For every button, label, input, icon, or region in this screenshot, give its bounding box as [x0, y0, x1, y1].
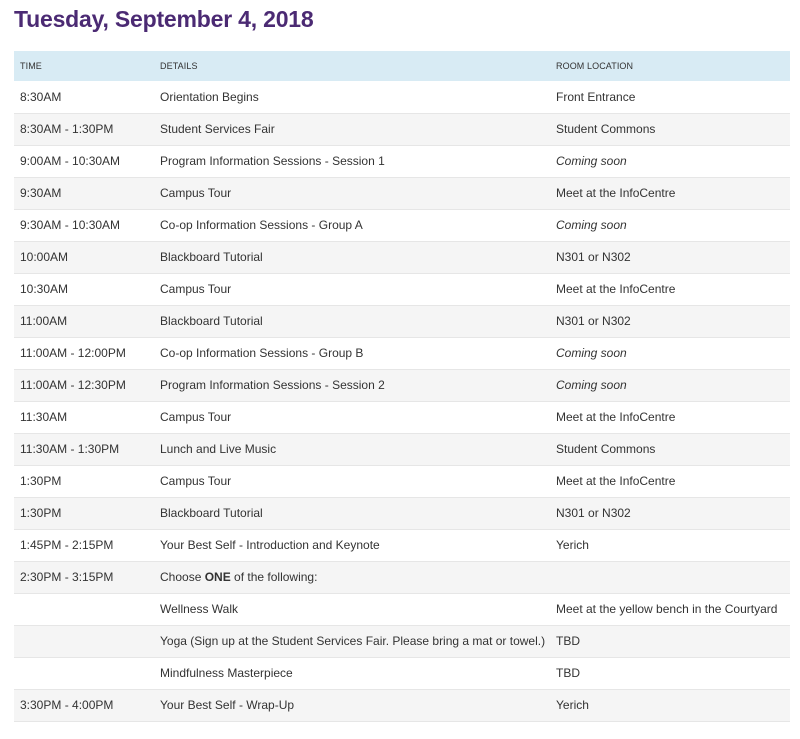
- cell-time: 11:00AM - 12:30PM: [20, 378, 126, 392]
- table-row: [14, 593, 790, 625]
- cell-details: Student Services Fair: [160, 122, 275, 136]
- table-row: [14, 465, 790, 497]
- table-row: [14, 273, 790, 305]
- cell-details: Co-op Information Sessions - Group B: [160, 346, 364, 360]
- cell-time: [14, 657, 154, 689]
- cell-room: N301 or N302: [556, 506, 631, 520]
- cell-details: Campus Tour: [160, 474, 232, 488]
- cell-time: 2:30PM - 3:15PM: [20, 570, 114, 584]
- cell-details: Lunch and Live Music: [160, 442, 277, 456]
- table-row: [14, 369, 790, 401]
- cell-time: 3:30PM - 4:00PM: [20, 698, 114, 712]
- cell-details: Wellness Walk: [160, 602, 239, 616]
- cell-room: Meet at the InfoCentre: [556, 282, 676, 296]
- cell-time: [14, 625, 154, 657]
- cell-time: 11:30AM: [20, 410, 68, 424]
- details-emphasis: ONE: [204, 570, 231, 584]
- cell-room: Student Commons: [556, 122, 656, 136]
- table-row: [14, 209, 790, 241]
- cell-details: Campus Tour: [160, 186, 232, 200]
- cell-details: Campus Tour: [160, 410, 232, 424]
- table-body: [14, 81, 790, 721]
- cell-room: Coming soon: [556, 218, 627, 232]
- cell-time: 11:30AM - 1:30PM: [20, 442, 120, 456]
- cell-room: Student Commons: [556, 442, 656, 456]
- table-row: [14, 113, 790, 145]
- header-room-location: ROOM LOCATION: [556, 61, 634, 71]
- cell-room: Meet at the InfoCentre: [556, 410, 676, 424]
- cell-time: 9:30AM: [20, 186, 62, 200]
- cell-time: 11:00AM - 12:00PM: [20, 346, 126, 360]
- page-title: Tuesday, September 4, 2018: [14, 6, 314, 32]
- table-row: [14, 657, 790, 689]
- cell-details: Orientation Begins: [160, 89, 259, 104]
- cell-details: Yoga (Sign up at the Student Services Fair. Please bring a mat or towel.): [160, 634, 546, 648]
- cell-time: 11:00AM: [20, 314, 68, 328]
- cell-room: Coming soon: [556, 154, 627, 168]
- cell-details: Your Best Self - Introduction and Keynote: [160, 538, 380, 552]
- cell-details: Program Information Sessions - Session 1: [160, 154, 385, 168]
- table-header: [14, 51, 790, 81]
- table-row: [14, 433, 790, 465]
- cell-time: 8:30AM: [20, 89, 62, 104]
- cell-time: 9:30AM - 10:30AM: [20, 218, 121, 232]
- cell-room: Meet at the InfoCentre: [556, 474, 676, 488]
- cell-time: [14, 593, 154, 625]
- cell-room: TBD: [556, 634, 580, 648]
- cell-room: [550, 561, 790, 593]
- cell-details: Blackboard Tutorial: [160, 506, 263, 520]
- cell-room: Front Entrance: [556, 89, 636, 104]
- details-prefix: Choose: [160, 570, 205, 584]
- table-row: [14, 529, 790, 561]
- cell-time: 1:45PM - 2:15PM: [20, 538, 114, 552]
- cell-details: [154, 561, 550, 593]
- cell-time: 1:30PM: [20, 474, 62, 488]
- table-row: [14, 241, 790, 273]
- table-row: [14, 561, 790, 593]
- table-row: [14, 177, 790, 209]
- table-row: [14, 145, 790, 177]
- cell-room: Meet at the InfoCentre: [556, 186, 676, 200]
- cell-room: TBD: [556, 666, 580, 680]
- table-row: [14, 401, 790, 433]
- cell-time: 9:00AM - 10:30AM: [20, 154, 121, 168]
- cell-room: Coming soon: [556, 378, 627, 392]
- cell-time: 10:30AM: [20, 282, 69, 296]
- header-details: DETAILS: [160, 61, 198, 71]
- header-time: TIME: [20, 61, 42, 71]
- cell-room: Yerich: [556, 538, 589, 552]
- table-row: [14, 497, 790, 529]
- cell-time: 8:30AM - 1:30PM: [20, 122, 114, 136]
- cell-room: N301 or N302: [556, 314, 631, 328]
- schedule-table: [14, 51, 790, 722]
- cell-details: Blackboard Tutorial: [160, 314, 263, 328]
- table-row: [14, 337, 790, 369]
- table-row: [14, 625, 790, 657]
- cell-details: Your Best Self - Wrap-Up: [160, 698, 295, 712]
- cell-room: Yerich: [556, 698, 589, 712]
- cell-time: 1:30PM: [20, 506, 62, 520]
- cell-room: Coming soon: [556, 346, 627, 360]
- cell-room: Meet at the yellow bench in the Courtyard: [556, 602, 778, 616]
- cell-details: Mindfulness Masterpiece: [160, 666, 293, 680]
- cell-details: Blackboard Tutorial: [160, 250, 263, 264]
- cell-room: N301 or N302: [556, 250, 631, 264]
- table-row: [14, 81, 790, 113]
- cell-details: Campus Tour: [160, 282, 232, 296]
- cell-time: 10:00AM: [20, 250, 69, 264]
- details-suffix: of the following:: [230, 570, 318, 584]
- header-row: [14, 51, 790, 81]
- cell-details: Program Information Sessions - Session 2: [160, 378, 385, 392]
- table-row: [14, 305, 790, 337]
- table-row: [14, 689, 790, 721]
- cell-details: Co-op Information Sessions - Group A: [160, 218, 363, 232]
